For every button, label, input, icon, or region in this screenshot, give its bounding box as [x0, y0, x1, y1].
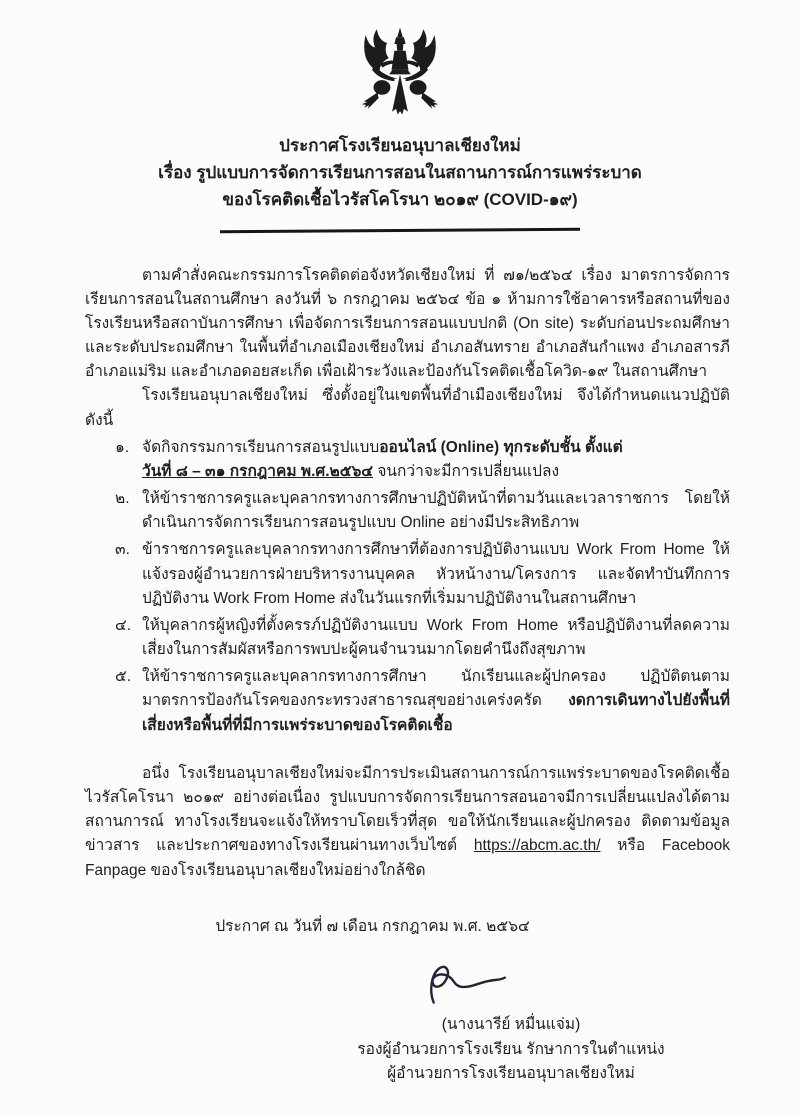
title-line-2: เรื่อง รูปแบบการจัดการเรียนการสอนในสถานการณ์การแพร่ระบาด: [158, 163, 642, 183]
list-item-number: ๑.: [115, 438, 130, 456]
signer-name: (นางนารีย์ หมื่นแจ่ม): [441, 1015, 581, 1033]
list-item: [115, 538, 730, 611]
signer-position-line-2: ผู้อำนวยการโรงเรียนอนุบาลเชียงใหม่: [387, 1065, 635, 1083]
emblem-container: [0, 0, 800, 124]
item1-normal-1: จัดกิจกรรมการเรียนการสอนรูปแบบ: [142, 438, 380, 456]
list-item-text: ข้าราชการครูและบุคลากรทางการศึกษาที่ต้องการปฏิบัติงานแบบ Work From Home ให้แจ้งรองผู้อำนวยการฝ่ายบริหารงานบุคคล หัวหน้างาน/โครงการ และจัดทำบันทึกการปฏิบัติงาน Work From Home ส่งในวันแรกที่เริ่มมาปฏิบัติงานในสถานศึกษา: [142, 541, 730, 607]
announcement-date-line: ประกาศ ณ วันที่ ๗ เดือน กรกฎาคม พ.ศ. ๒๕๖๔: [215, 917, 530, 935]
closing-before-link: อนึ่ง โรงเรียนอนุบาลเชียงใหม่จะมีการประเมินสถานการณ์การแพร่ระบาดของโรคติดเชื้อไวรัสโคโรนา ๒๐๑๙ อย่างต่อเนื่อง รูปแบบการจัดการเรียนการสอนอาจมีการเปลี่ยนแปลงได้ตามสถานการณ์ ทางโรงเรียนจะแจ้งให้ทราบโดยเร็วที่สุด ขอให้นักเรียนและผู้ปกครอง ติดตามข้อมูล ข่าวสาร และประกาศของทางโรงเรียนผ่านทางเว็บไซต์: [85, 764, 730, 855]
garuda-emblem-icon: [338, 26, 462, 124]
item1-bold-underline: วันที่ ๘ – ๓๑ กรกฎาคม พ.ศ.๒๕๖๔: [142, 462, 374, 480]
item5-normal: ให้ข้าราชการครูและบุคลากรทางการศึกษา นักเรียนและผู้ปกครอง ปฏิบัติตนตามมาตรการป้องกันโรคของกระทรวงสาธารณสุขอย่างเคร่งครัด: [142, 668, 730, 710]
list-item-number: ๕.: [115, 668, 132, 686]
list-item-text: ให้บุคลากรผู้หญิงที่ตั้งครรภ์ปฏิบัติงานแบบ Work From Home หรือปฏิบัติงานที่ลดความเสี่ยงในการสัมผัสหรือการพบปะผู้คนจำนวนมากโดยคำนึงถึงสุขภาพ: [142, 616, 730, 659]
lead-paragraph-text: โรงเรียนอนุบาลเชียงใหม่ ซึ่งตั้งอยู่ในเขตพื้นที่อำเมืองเชียงใหม่ จึงได้กำหนดแนวปฏิบัติ ดังนี้: [85, 387, 730, 429]
signature-block: [336, 961, 686, 1087]
list-item: [115, 614, 730, 662]
title-line-1: ประกาศโรงเรียนอนุบาลเชียงใหม่: [279, 136, 521, 155]
list-item-text: ให้ข้าราชการครูและบุคลากรทางการศึกษาปฏิบัติหน้าที่ตามวันและเวลาราชการ โดยให้ดำเนินการจัดการเรียนการสอนรูปแบบ Online อย่างมีประสิทธิภาพ: [142, 490, 730, 532]
list-item: [115, 487, 730, 535]
list-item-number: ๓.: [115, 541, 130, 559]
document-body: [0, 232, 800, 1088]
signature-handwritten-icon: [406, 961, 526, 1009]
list-item: [115, 665, 730, 738]
signer-position-line-1: รองผู้อำนวยการโรงเรียน รักษาการในตำแหน่ง: [357, 1040, 665, 1058]
list-item-number: ๒.: [115, 490, 130, 508]
item1-normal-2: จนกว่าจะมีการเปลี่ยนแปลง: [373, 462, 560, 480]
list-item-text: [142, 436, 730, 484]
school-website-link: https://abcm.ac.th/: [473, 837, 601, 855]
closing-after-link: หรือ Facebook Fanpage ของโรงเรียนอนุบาลเชียงใหม่อย่างใกล้ชิด: [85, 837, 730, 879]
title-line-3: ของโรคติดเชื้อไวรัสโคโรนา ๒๐๑๙ (COVID-๑๙): [222, 190, 578, 210]
closing-paragraph: [85, 762, 730, 883]
document-title: [0, 132, 800, 214]
list-item-text: [142, 665, 730, 738]
measures-list: [115, 436, 730, 738]
lead-paragraph: [85, 384, 730, 432]
intro-paragraph: ตามคำสั่งคณะกรรมการโรคติดต่อจังหวัดเชียงใหม่ ที่ ๗๑/๒๕๖๔ เรื่อง มาตรการจัดการเรียนการสอนในสถานศึกษา ลงวันที่ ๖ กรกฎาคม ๒๕๖๔ ข้อ ๑ ห้ามการใช้อาคารหรือสถานที่ของโรงเรียนหรือสถาบันการศึกษา เพื่อจัดการเรียนการสอนแบบปกติ (On site) ระดับก่อนประถมศึกษาและระดับประถมศึกษา ในพื้นที่อำเภอเมืองเชียงใหม่ อำเภอสันทราย อำเภอสันกำแพง อำเภอสารภี อำเภอแม่ริม และอำเภอดอยสะเก็ด เพื่อเฝ้าระวังและป้องกันโรคติดเชื้อโควิด-๑๙ ในสถานศึกษา: [85, 266, 730, 381]
item1-bold: ออนไลน์ (Online) ทุกระดับชั้น ตั้งแต่: [379, 438, 623, 456]
item5-bold: งดการเดินทางไปยังพื้นที่เสี่ยงหรือพื้นที่ที่มีการแพร่ระบาดของโรคติดเชื้อ: [142, 692, 730, 734]
list-item: [115, 436, 730, 484]
list-item-number: ๔.: [115, 616, 132, 634]
